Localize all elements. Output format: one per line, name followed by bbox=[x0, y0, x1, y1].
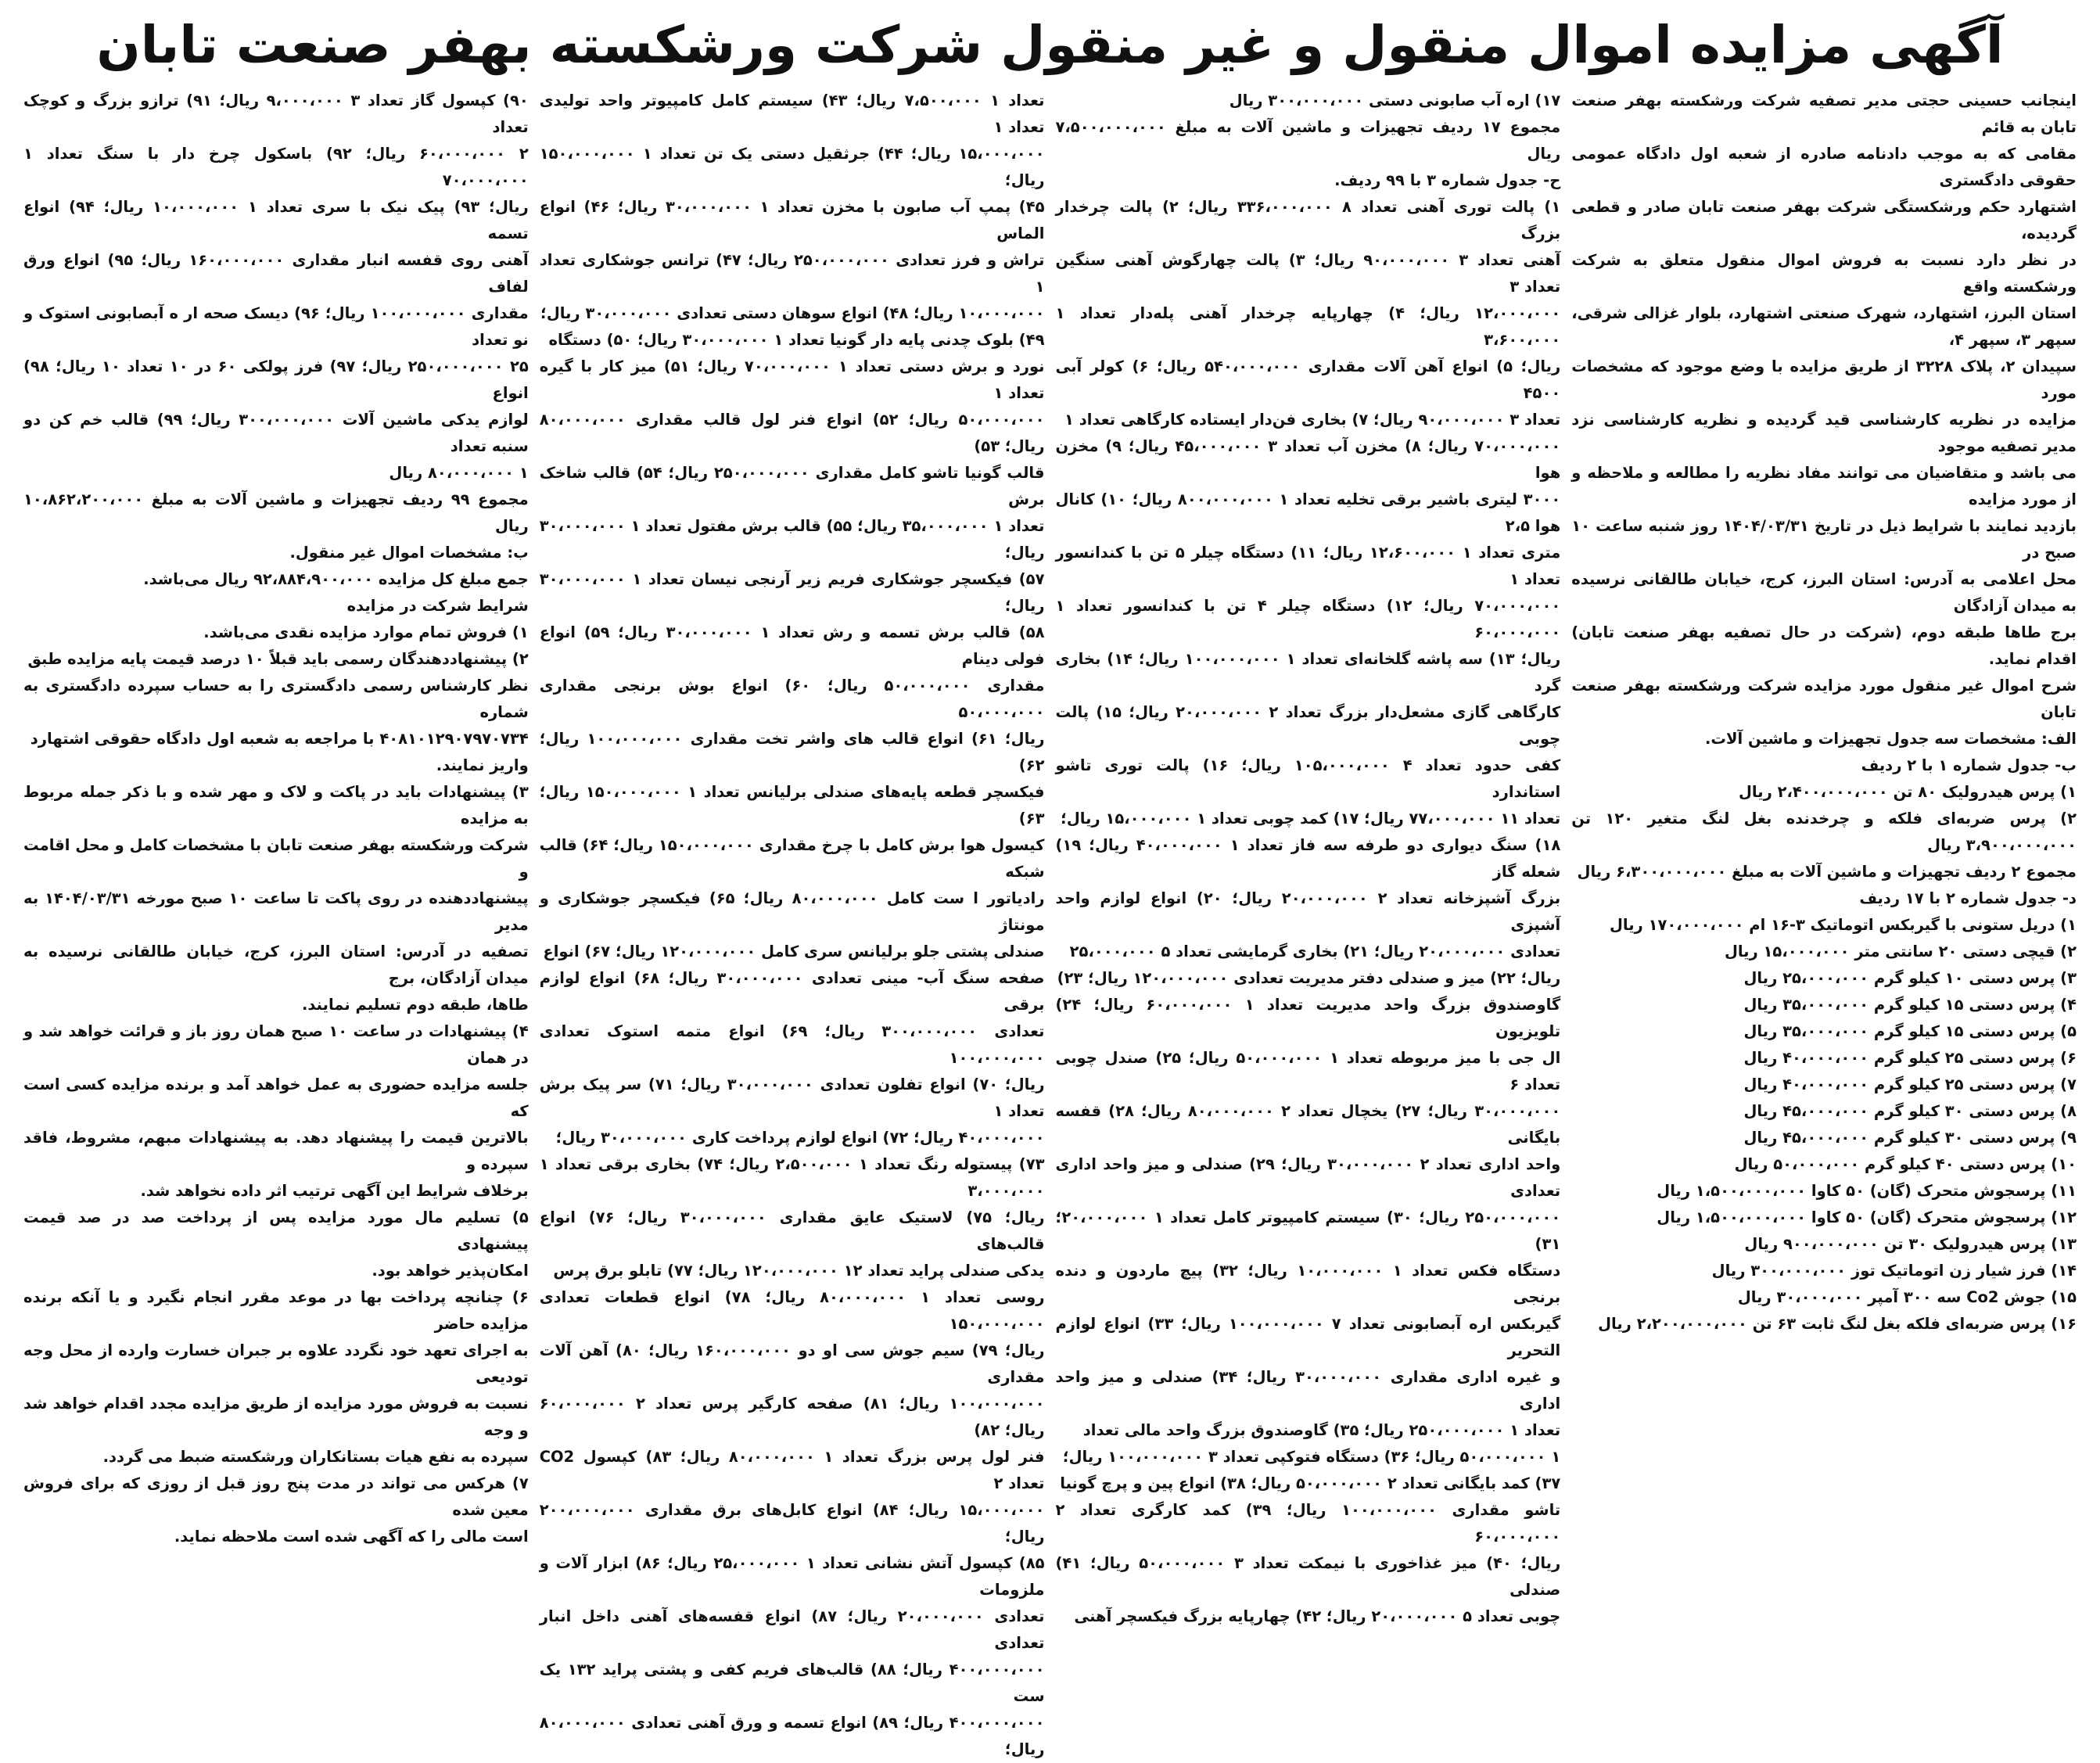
text-line: ۷) پرس دستی ۲۵ کیلو گرم ۴۰،۰۰۰،۰۰۰ ریال bbox=[1743, 1075, 2077, 1093]
text-line: گاوصندوق بزرگ واحد مدیریت تعداد ۱ ۶۰،۰۰۰،۰۰۰ ریال؛ ۲۴) تلویزیون bbox=[1055, 996, 1561, 1040]
text-line: تعدادی ۲۰،۰۰۰،۰۰۰ ریال؛ ۸۷) انواع قفسه‌های آهنی داخل انبار تعدادی bbox=[539, 1607, 1045, 1652]
text-line: نظر کارشناس رسمی دادگستری را به حساب سپرده دادگستری به شماره bbox=[23, 677, 529, 721]
text-line: ۵) تسلیم مال مورد مزایده پس از پرداخت صد در صد قیمت پیشنهادی bbox=[23, 1208, 529, 1253]
text-line: ۵۰،۰۰۰،۰۰۰ ریال؛ ۵۲) انواع فنر لول قالب مقداری ۸۰،۰۰۰،۰۰۰ ریال؛ ۵۳) bbox=[539, 411, 1045, 455]
text-line: ۳) پرس دستی ۱۰ کیلو گرم ۲۵،۰۰۰،۰۰۰ ریال bbox=[1743, 969, 2077, 987]
column-4 bbox=[23, 88, 529, 1546]
text-line: شرایط شرکت در مزایده bbox=[346, 597, 529, 615]
text-line: ۱۲،۰۰۰،۰۰۰ ریال؛ ۴) چهارپایه چرخدار آهنی پله‌دار تعداد ۱ ۳،۶۰۰،۰۰۰ bbox=[1055, 304, 1561, 349]
text-line: مقداری ۱۰۰،۰۰۰،۰۰۰ ریال؛ ۹۶) دیسک صحه ار ه آبصابونی استوک و نو تعداد bbox=[23, 304, 529, 349]
text-line: ۴۰،۰۰۰،۰۰۰ ریال؛ ۷۲) انواع لوازم پرداخت کاری ۳۰،۰۰۰،۰۰۰ ریال؛ bbox=[555, 1129, 1045, 1147]
text-line: فنر لول پرس بزرگ تعداد ۱ ۸۰،۰۰۰،۰۰۰ ریال؛ ۸۳) کپسول CO2 تعداد ۲ bbox=[539, 1448, 1045, 1492]
text-line: ریال؛ ۲۲) میز و صندلی دفتر مدیریت تعدادی ۱۲۰،۰۰۰،۰۰۰ ریال؛ ۲۳) bbox=[1057, 969, 1561, 987]
text-line: ۸۵) کپسول آتش نشانی تعداد ۱ ۲۵،۰۰۰،۰۰۰ ریال؛ ۸۶) ابزار آلات و ملزومات bbox=[539, 1554, 1045, 1599]
text-line: نسبت به فروش مورد مزایده از طریق مزایده مجدد اقدام خواهد شد و وجه bbox=[23, 1395, 529, 1439]
column-2 bbox=[1055, 88, 1561, 1625]
text-line: تعداد ۱۱ ۷۷،۰۰۰،۰۰۰ ریال؛ ۱۷) کمد چوبی تعداد ۱ ۱۵،۰۰۰،۰۰۰ ریال؛ bbox=[1061, 810, 1561, 828]
text-line: ۵۸) قالب برش تسمه و رش تعداد ۱ ۳۰،۰۰۰،۰۰۰ ریال؛ ۵۹) انواع فولی دینام bbox=[539, 623, 1045, 668]
text-line: مقداری ۵۰،۰۰۰،۰۰۰ ریال؛ ۶۰) انواع بوش برنجی مقداری ۵۰،۰۰۰،۰۰۰ bbox=[539, 677, 1045, 721]
text-line: ۱۱) پرسجوش متحرک (گان) ۵۰ کاوا ۱،۵۰۰،۰۰۰،۰۰۰ ریال bbox=[1657, 1182, 2077, 1200]
text-line: تاشو مقداری ۱۰۰،۰۰۰،۰۰۰ ریال؛ ۳۹) کمد کارگری تعداد ۲ ۶۰،۰۰۰،۰۰۰ bbox=[1055, 1501, 1561, 1546]
text-line: ۱۶) پرس ضربه‌ای فلکه بغل لنگ ثابت ۶۳ تن ۲،۲۰۰،۰۰۰،۰۰۰ ریال bbox=[1598, 1315, 2077, 1333]
text-line: نورد و برش دستی تعداد ۱ ۷۰،۰۰۰،۰۰۰ ریال؛ ۵۱) میز کار با گیره تعداد ۱ bbox=[539, 357, 1045, 402]
text-line: ۲۵۰،۰۰۰،۰۰۰ ریال؛ ۳۰) سیستم کامپیوتر کامل تعداد ۱ ۲۰،۰۰۰،۰۰۰؛ ۳۱) bbox=[1055, 1208, 1561, 1253]
text-line: کیسول هوا برش کامل با چرخ مقداری ۱۵۰،۰۰۰،۰۰۰ ریال؛ ۶۴) قالب شبکه bbox=[539, 836, 1045, 881]
text-line: متری تعداد ۱ ۱۲،۶۰۰،۰۰۰ ریال؛ ۱۱) دستگاه چیلر ۵ تن با کندانسور تعداد ۱ bbox=[1055, 544, 1561, 588]
text-line: ۱ ۵۰،۰۰۰،۰۰۰ ریال؛ ۳۶) دستگاه فتوکپی تعداد ۳ ۱۰۰،۰۰۰،۰۰۰ ریال؛ bbox=[1062, 1448, 1561, 1466]
text-line: ۲) پیشنهاددهندگان رسمی باید قبلاً ۱۰ درصد قیمت پایه مزایده طبق bbox=[27, 650, 529, 668]
text-line: ریال؛ ۹۳) پیک نیک با سری تعداد ۱ ۱۰،۰۰۰،۰۰۰ ریال؛ ۹۴) انواع تسمه bbox=[23, 198, 529, 242]
text-line: ۸) پرس دستی ۳۰ کیلو گرم ۴۵،۰۰۰،۰۰۰ ریال bbox=[1743, 1102, 2077, 1120]
text-line: ۶) پرس دستی ۲۵ کیلو گرم ۴۰،۰۰۰،۰۰۰ ریال bbox=[1743, 1049, 2077, 1067]
text-line: ۳۰،۰۰۰،۰۰۰ ریال؛ ۲۷) یخچال تعداد ۲ ۸۰،۰۰۰،۰۰۰ ریال؛ ۲۸) قفسه بایگانی bbox=[1055, 1102, 1561, 1147]
text-line: برخلاف شرایط این آگهی ترتیب اثر داده نخواهد شد. bbox=[140, 1182, 529, 1200]
text-line: ۱۷) اره آب صابونی دستی ۳۰۰،۰۰۰،۰۰۰ ریال bbox=[1229, 92, 1561, 110]
text-line: یدکی صندلی پراید تعداد ۱۲ ۱۲۰،۰۰۰،۰۰۰ ریال؛ ۷۷) تابلو برق پرس bbox=[553, 1262, 1045, 1280]
text-line: برج طاها طبقه دوم، (شرکت در حال تصفیه بهفر صنعت تابان) اقدام نماید. bbox=[1571, 623, 2077, 668]
text-line: ال جی با میز مربوطه تعداد ۱ ۵۰،۰۰۰،۰۰۰ ریال؛ ۲۵) صندل چوبی تعداد ۶ bbox=[1055, 1049, 1561, 1093]
text-line: در نظر دارد نسبت به فروش اموال منقول متعلق به شرکت ورشکسته واقع bbox=[1571, 251, 2077, 296]
text-line: ۴۵) پمپ آب صابون با مخزن تعداد ۱ ۳۰،۰۰۰،۰۰۰ ریال؛ ۴۶) انواع الماس bbox=[539, 198, 1045, 242]
text-line: شرح اموال غیر منقول مورد مزایده شرکت ورشکسته بهفر صنعت تابان bbox=[1571, 677, 2077, 721]
text-line: جلسه مزایده حضوری به عمل خواهد آمد و برنده مزایده کسی است که bbox=[23, 1075, 529, 1120]
text-line: ۴۰۰،۰۰۰،۰۰۰ ریال؛ ۸۸) قالب‌های فریم کفی و پشتی پراید ۱۳۲ یک ست bbox=[539, 1661, 1045, 1705]
text-line: دستگاه فکس تعداد ۱ ۱۰،۰۰۰،۰۰۰ ریال؛ ۳۲) پیچ ماردون و دنده برنجی bbox=[1055, 1262, 1561, 1306]
text-line: ۳) پیشنهادات باید در پاکت و لاک و مهر شده و با ذکر جمله مربوط به مزایده bbox=[23, 783, 529, 828]
text-line: ۲۵ ۲۵۰،۰۰۰،۰۰۰ ریال؛ ۹۷) فرز پولکی ۶۰ در ۱۰ تعداد ۱۰ ریال؛ ۹۸) انواع bbox=[23, 357, 529, 402]
text-line: ۶) چنانچه پرداخت بها در موعد مقرر انجام نگیرد و یا آنکه برنده مزایده حاضر bbox=[23, 1288, 529, 1333]
text-line: تراش و فرز تعدادی ۲۵۰،۰۰۰،۰۰۰ ریال؛ ۴۷) ترانس جوشکاری تعداد ۱ bbox=[539, 251, 1045, 296]
text-line: ۷) هرکس می تواند در مدت پنج روز قبل از روزی که برای فروش معین شده bbox=[23, 1474, 529, 1519]
text-line: بالاترین قیمت را پیشنهاد دهد. به پیشنهادات مبهم، مشروط، فاقد سپرده و bbox=[23, 1129, 529, 1173]
text-line: مجموع ۲ ردیف تجهیزات و ماشین آلات به مبلغ ۶،۳۰۰،۰۰۰،۰۰۰ ریال bbox=[1577, 863, 2077, 881]
text-line: بازدید نمایند با شرایط ذیل در تاریخ ۱۴۰۴/۰۳/۳۱ روز شنبه ساعت ۱۰ صبح در bbox=[1571, 517, 2077, 562]
text-line: تعداد ۱ ۲۵۰،۰۰۰،۰۰۰ ریال؛ ۳۵) گاوصندوق بزرگ واحد مالی تعداد bbox=[1082, 1421, 1561, 1439]
text-line: ۱۵،۰۰۰،۰۰۰ ریال؛ ۴۴) جرثقیل دستی یک تن تعداد ۱ ۱۵۰،۰۰۰،۰۰۰ ریال؛ bbox=[539, 145, 1045, 189]
text-line: شرکت ورشکسته بهفر صنعت تابان با مشخصات کامل و محل اقامت و bbox=[23, 836, 529, 881]
text-line: ریال؛ ۷۹) سیم جوش سی او دو ۱۶۰،۰۰۰،۰۰۰ ریال؛ ۸۰) آهن آلات مقداری bbox=[539, 1341, 1045, 1386]
text-line: ۲ ۶۰،۰۰۰،۰۰۰ ریال؛ ۹۲) باسکول چرخ دار با سنگ تعداد ۱ ۷۰،۰۰۰،۰۰۰ bbox=[23, 145, 529, 189]
text-line: آهنی تعداد ۳ ۹۰،۰۰۰،۰۰۰ ریال؛ ۳) پالت چهارگوش آهنی سنگین تعداد ۳ bbox=[1055, 251, 1561, 296]
text-line: ریال؛ ۱۳) سه پاشه گلخانه‌ای تعداد ۱ ۱۰۰،۰۰۰،۰۰۰ ریال؛ ۱۴) بخاری گرد bbox=[1055, 650, 1561, 695]
text-line: چوبی تعداد ۵ ۲۰،۰۰۰،۰۰۰ ریال؛ ۴۲) چهارپایه بزرگ فیکسچر آهنی bbox=[1074, 1607, 1561, 1625]
text-line: ریال؛ ۵) انواع آهن آلات مقداری ۵۴۰،۰۰۰،۰۰۰ ریال؛ ۶) کولر آبی ۴۵۰۰ bbox=[1055, 357, 1561, 402]
text-line: ۷۳) پیستوله رنگ تعداد ۱ ۲،۵۰۰،۰۰۰ ریال؛ ۷۴) بخاری برقی تعداد ۱ ۳،۰۰۰،۰۰۰ bbox=[539, 1155, 1045, 1200]
text-line: روسی تعداد ۱ ۸۰،۰۰۰،۰۰۰ ریال؛ ۷۸) انواع قطعات تعدادی ۱۵۰،۰۰۰،۰۰۰ bbox=[539, 1288, 1045, 1333]
text-line: ۳۰۰۰ لیتری باشیر برقی تخلیه تعداد ۱ ۸۰۰،۰۰۰،۰۰۰ ریال؛ ۱۰) کانال هوا ۲،۵ bbox=[1055, 490, 1561, 535]
text-line: ۴) پرس دستی ۱۵ کیلو گرم ۳۵،۰۰۰،۰۰۰ ریال bbox=[1743, 996, 2077, 1014]
text-line: اینجانب حسینی حجتی مدیر تصفیه شرکت ورشکسته بهفر صنعت تابان به قائم bbox=[1571, 92, 2077, 136]
text-line: گیربکس اره آبصابونی تعداد ۷ ۱۰۰،۰۰۰،۰۰۰ ریال؛ ۳۳) انواع لوازم التحریر bbox=[1055, 1315, 1561, 1359]
text-line: تعدادی ۲۰،۰۰۰،۰۰۰ ریال؛ ۲۱) بخاری گرمایشی تعداد ۵ ۲۵،۰۰۰،۰۰۰ bbox=[1069, 943, 1561, 960]
text-line: سپیدان ۲، پلاک ۳۲۲۸ از طریق مزایده با وضع موجود که مشخصات مورد bbox=[1571, 357, 2077, 402]
text-line: ۴۰۸۱۰۱۲۹۰۷۹۷۰۷۳۴ با مراجعه به شعبه اول دادگاه حقوقی اشتهارد bbox=[30, 730, 529, 748]
text-line: لوازم یدکی ماشین آلات ۳۰۰،۰۰۰،۰۰۰ ریال؛ ۹۹) قالب خم کن دو سنبه تعداد bbox=[23, 411, 529, 455]
text-line: ۱) دریل ستونی با گیربکس اتوماتیک ۳-۱۶ ام ۱۷۰،۰۰۰،۰۰۰ ریال bbox=[1609, 916, 2077, 934]
column-3 bbox=[539, 88, 1045, 1758]
text-line: ۵۷) فیکسچر جوشکاری فریم زیر آرنجی نیسان تعداد ۱ ۳۰،۰۰۰،۰۰۰ ریال؛ bbox=[539, 570, 1045, 615]
text-line: امکان‌پذیر خواهد بود. bbox=[372, 1262, 529, 1280]
text-line: ۱) پالت توری آهنی تعداد ۸ ۳۳۶،۰۰۰،۰۰۰ ریال؛ ۲) پالت چرخدار بزرگ bbox=[1055, 198, 1561, 242]
text-line: ۲) قیچی دستی ۲۰ سانتی متر ۱۵،۰۰۰،۰۰۰ ریال bbox=[1724, 943, 2077, 960]
text-line: مقامی که به موجب دادنامه صادره از شعبه اول دادگاه عمومی حقوقی دادگستری bbox=[1571, 145, 2077, 189]
text-line: ۱۵،۰۰۰،۰۰۰ ریال؛ ۸۴) انواع کابل‌های برق مقداری ۲۰۰،۰۰۰،۰۰۰ ریال؛ bbox=[539, 1501, 1045, 1546]
text-line: ۱۰۰،۰۰۰،۰۰۰ ریال؛ ۸۱) صفحه کارگیر پرس تعداد ۲ ۶۰،۰۰۰،۰۰۰ ریال؛ ۸۲) bbox=[539, 1395, 1045, 1439]
text-line: کفی حدود تعداد ۴ ۱۰۵،۰۰۰،۰۰۰ ریال؛ ۱۶) پالت توری تاشو استاندارد bbox=[1055, 756, 1561, 801]
text-line: ۷۰،۰۰۰،۰۰۰ ریال؛ ۱۲) دستگاه چیلر ۴ تن با کندانسور تعداد ۱ ۶۰،۰۰۰،۰۰۰ bbox=[1055, 597, 1561, 641]
text-line: و غیره اداری مقداری ۳۰،۰۰۰،۰۰۰ ریال؛ ۳۴) صندلی و میز واحد اداری bbox=[1055, 1368, 1561, 1413]
text-line: مزایده در نظریه کارشناسی قید گردیده و نظریه کارشناسی نزد مدیر تصفیه موجود bbox=[1571, 411, 2077, 455]
text-line: است مالی را که آگهی شده است ملاحظه نماید. bbox=[174, 1528, 529, 1546]
text-line: صفحه سنگ آب- مینی تعدادی ۳۰،۰۰۰،۰۰۰ ریال؛ ۶۸) انواع لوازم برقی bbox=[539, 969, 1045, 1014]
text-line: ۱۸) سنگ دیواری دو طرفه سه فاز تعداد ۱ ۴۰،۰۰۰،۰۰۰ ریال؛ ۱۹) شعله گاز bbox=[1055, 836, 1561, 881]
ad-title: آگهی مزایده اموال منقول و غیر منقول شرکت ورشکسته بهفر صنعت تابان bbox=[96, 15, 2004, 75]
text-line: آهنی روی قفسه انبار مقداری ۱۶۰،۰۰۰،۰۰۰ ریال؛ ۹۵) انواع ورق لفاف bbox=[23, 251, 529, 296]
text-line: تعداد ۳ ۹۰،۰۰۰،۰۰۰ ریال؛ ۷) بخاری فن‌دار ایستاده کارگاهی تعداد ۱ bbox=[1064, 411, 1561, 429]
text-line: ب- جدول شماره ۱ با ۲ ردیف bbox=[1861, 756, 2077, 774]
text-line: ۱ ۸۰،۰۰۰،۰۰۰ ریال bbox=[389, 464, 529, 482]
text-line: مجموع ۹۹ ردیف تجهیزات و ماشین آلات به مبلغ ۱۰،۸۶۲،۲۰۰،۰۰۰ ریال bbox=[23, 490, 529, 535]
text-line: ریال؛ ۷۰) انواع تفلون تعدادی ۳۰،۰۰۰،۰۰۰ ریال؛ ۷۱) سر پیک برش تعداد ۱ bbox=[539, 1075, 1045, 1120]
text-line: ریال؛ ۶۱) انواع قالب های واشر تخت مقداری ۱۰۰،۰۰۰،۰۰۰ ریال؛ ۶۲) bbox=[539, 730, 1045, 774]
text-line: تعداد ۱ ۳۵،۰۰۰،۰۰۰ ریال؛ ۵۵) قالب برش مفتول تعداد ۱ ۳۰،۰۰۰،۰۰۰ ریال؛ bbox=[539, 517, 1045, 562]
text-line: رادیاتور ا ست کامل ۸۰،۰۰۰،۰۰۰ ریال؛ ۶۵) فیکسچر جوشکاری و مونتاژ bbox=[539, 889, 1045, 934]
text-line: ۴۹) بلوک چدنی پایه دار گونیا تعداد ۱ ۳۰،۰۰۰،۰۰۰ ریال؛ ۵۰) دستگاه bbox=[548, 331, 1045, 349]
text-line: ۴) پیشنهادات در ساعت ۱۰ صبح همان روز باز و قرائت خواهد شد و در همان bbox=[23, 1022, 529, 1067]
text-line: تعدادی ۳۰۰،۰۰۰،۰۰۰ ریال؛ ۶۹) انواع متمه استوک تعدادی ۱۰۰،۰۰۰،۰۰۰ bbox=[539, 1022, 1045, 1067]
text-line: د- جدول شماره ۲ با ۱۷ ردیف bbox=[1859, 889, 2077, 907]
text-line: محل اعلامی به آدرس: استان البرز، کرج، خیابان طالقانی نرسیده به میدان آزادگان bbox=[1571, 570, 2077, 615]
text-line: ۲) پرس ضربه‌ای فلکه و چرخدنده بغل لنگ متغیر ۱۲۰ تن ۳،۹۰۰،۰۰۰،۰۰۰ ریال bbox=[1571, 810, 2077, 854]
text-line: ۱) پرس هیدرولیک ۸۰ تن ۲،۴۰۰،۰۰۰،۰۰۰ ریال bbox=[1739, 783, 2077, 801]
text-line: ۱۰) پرس دستی ۴۰ کیلو گرم ۵۰،۰۰۰،۰۰۰ ریال bbox=[1734, 1155, 2077, 1173]
text-line: ۴۰۰،۰۰۰،۰۰۰ ریال؛ ۸۹) انواع تسمه و ورق آهنی تعدادی ۸۰،۰۰۰،۰۰۰ ریال؛ bbox=[539, 1714, 1045, 1758]
text-columns bbox=[23, 88, 2077, 1758]
text-line: جمع مبلغ کل مزایده ۹۲،۸۸۴،۹۰۰،۰۰۰ ریال می‌باشد. bbox=[143, 570, 529, 588]
text-line: به اجرای تعهد خود نگردد علاوه بر جبران خسارت وارده از محل وجه تودیعی bbox=[23, 1341, 529, 1386]
text-line: تعداد ۱ ۷،۵۰۰،۰۰۰ ریال؛ ۴۳) سیستم کامل کامپیوتر واحد تولیدی تعداد ۱ bbox=[539, 92, 1045, 136]
text-line: ۱۴) فرز شیار زن اتوماتیک توز ۳۰۰،۰۰۰،۰۰۰ ریال bbox=[1711, 1262, 2077, 1280]
text-line: ۱) فروش تمام موارد مزایده نقدی می‌باشد. bbox=[203, 623, 529, 641]
text-line: واحد اداری تعداد ۲ ۳۰،۰۰۰،۰۰۰ ریال؛ ۲۹) صندلی و میز واحد اداری تعدادی bbox=[1055, 1155, 1561, 1200]
text-line: طاها، طبقه دوم تسلیم نمایند. bbox=[302, 996, 529, 1014]
text-line: ۱۳) پرس هیدرولیک ۳۰ تن ۹۰۰،۰۰۰،۰۰۰ ریال bbox=[1744, 1235, 2077, 1253]
text-line: ۱۰،۰۰۰،۰۰۰ ریال؛ ۴۸) انواع سوهان دستی تعدادی ۳۰،۰۰۰،۰۰۰ ریال؛ bbox=[540, 304, 1045, 322]
text-line: ۷۰،۰۰۰،۰۰۰ ریال؛ ۸) مخزن آب تعداد ۳ ۴۵،۰۰۰،۰۰۰ ریال؛ ۹) مخزن هوا bbox=[1055, 437, 1561, 482]
text-line: ریال؛ ۴۰) میز غذاخوری با نیمکت تعداد ۳ ۵۰،۰۰۰،۰۰۰ ریال؛ ۴۱) صندلی bbox=[1055, 1554, 1561, 1599]
text-line: ریال؛ ۷۵) لاستیک عایق مقداری ۳۰،۰۰۰،۰۰۰ ریال؛ ۷۶) انواع قالب‌های bbox=[539, 1208, 1045, 1253]
text-line: صندلی پشتی جلو برلیانس سری کامل ۱۲۰،۰۰۰،۰۰۰ ریال؛ ۶۷) انواع bbox=[543, 943, 1045, 960]
text-line: الف: مشخصات سه جدول تجهیزات و ماشین آلات. bbox=[1704, 730, 2077, 748]
text-line: می باشد و متقاضیان می توانند مفاد نظریه را مطالعه و ملاحظه و از مورد مزایده bbox=[1571, 464, 2077, 508]
text-line: استان البرز، اشتهارد، شهرک صنعتی اشتهارد، بلوار غزالی شرقی، سپهر ۳، سپهر ۴، bbox=[1571, 304, 2077, 349]
text-line: ۹۰) کپسول گاز تعداد ۳ ۹،۰۰۰،۰۰۰ ریال؛ ۹۱) ترازو بزرگ و کوچک تعداد bbox=[23, 92, 529, 136]
text-line: ب: مشخصات اموال غیر منقول. bbox=[289, 544, 529, 562]
column-1 bbox=[1571, 88, 2077, 1333]
text-line: ۱۲) پرسجوش متحرک (گان) ۵۰ کاوا ۱،۵۰۰،۰۰۰،۰۰۰ ریال bbox=[1657, 1208, 2077, 1226]
text-line: ۳۷) کمد بایگانی تعداد ۲ ۵۰،۰۰۰،۰۰۰ ریال؛ ۳۸) انواع پین و پرچ گونیا bbox=[1060, 1474, 1561, 1492]
text-line: قالب گونیا تاشو کامل مقداری ۲۵۰،۰۰۰،۰۰۰ ریال؛ ۵۴) قالب شاخک برش bbox=[539, 464, 1045, 508]
text-line: مجموع ۱۷ ردیف تجهیزات و ماشین آلات به مبلغ ۷،۵۰۰،۰۰۰،۰۰۰ ریال bbox=[1055, 118, 1561, 163]
text-line: سپرده به نفع هیات بستانکاران ورشکسته ضبط می گردد. bbox=[102, 1448, 529, 1466]
text-line: واریز نمایند. bbox=[436, 756, 529, 774]
text-line: فیکسچر قطعه پایه‌های صندلی برلیانس تعداد ۱ ۱۵۰،۰۰۰،۰۰۰ ریال؛ ۶۳) bbox=[539, 783, 1045, 828]
text-line: پیشنهاددهنده در روی پاکت تا ساعت ۱۰ صبح مورخه ۱۴۰۴/۰۳/۳۱ به مدیر bbox=[23, 889, 529, 934]
text-line: ۵) پرس دستی ۱۵ کیلو گرم ۳۵،۰۰۰،۰۰۰ ریال bbox=[1743, 1022, 2077, 1040]
text-line: ۱۵) جوش Co2 سه ۳۰۰ آمپر ۳۰،۰۰۰،۰۰۰ ریال bbox=[1737, 1288, 2077, 1306]
text-line: بزرگ آشپزخانه تعداد ۲ ۲۰،۰۰۰،۰۰۰ ریال؛ ۲۰) انواع لوازم واحد آشپزی bbox=[1055, 889, 1561, 934]
text-line: تصفیه در آدرس: استان البرز، کرج، خیابان طالقانی نرسیده به میدان آزادگان، برج bbox=[23, 943, 529, 987]
text-line: ۹) پرس دستی ۳۰ کیلو گرم ۴۵،۰۰۰،۰۰۰ ریال bbox=[1743, 1129, 2077, 1147]
text-line: کارگاهی گازی مشعل‌دار بزرگ تعداد ۲ ۲۰،۰۰۰،۰۰۰ ریال؛ ۱۵) پالت چوبی bbox=[1055, 703, 1561, 748]
text-line: اشتهارد حکم ورشکستگی شرکت بهفر صنعت تابان صادر و قطعی گردیده، bbox=[1571, 198, 2077, 242]
text-line: ح- جدول شماره ۳ با ۹۹ ردیف. bbox=[1334, 171, 1561, 189]
